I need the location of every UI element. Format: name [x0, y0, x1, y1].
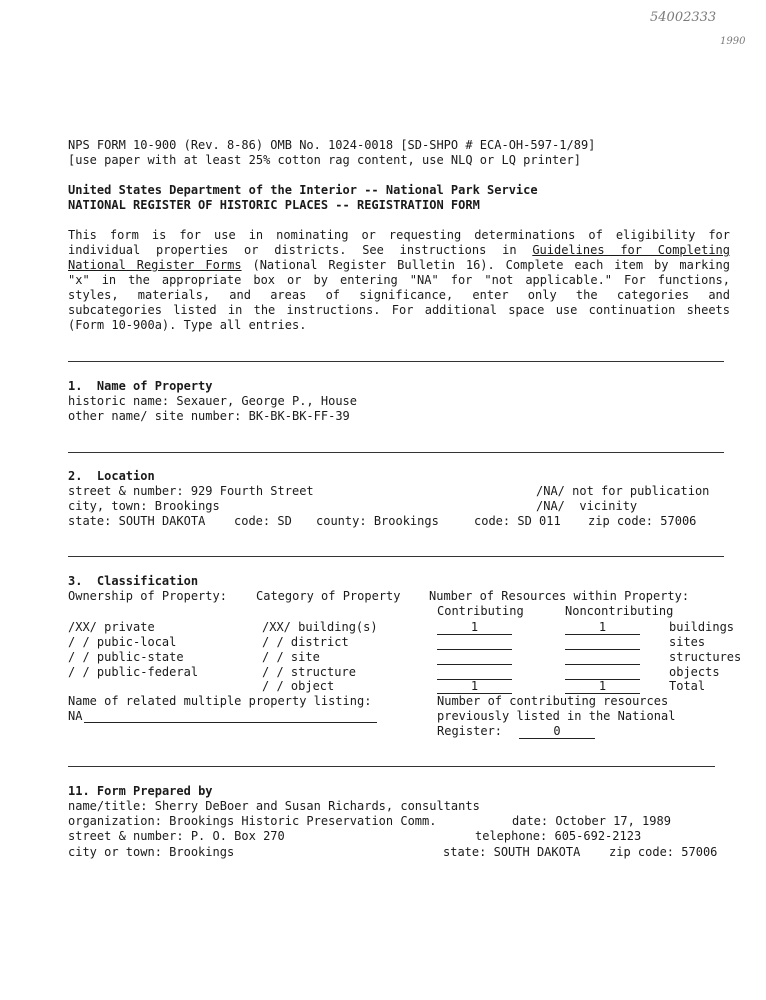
section-3-heading: 3. Classification [68, 574, 199, 588]
multiple-property-value: NA [68, 709, 83, 723]
blank-line [84, 722, 377, 723]
state-code-field: code: SD [234, 514, 292, 528]
historic-name-row [68, 394, 357, 408]
noncontributing-header: Noncontributing [565, 604, 674, 618]
category-title: Category of Property [256, 589, 401, 603]
organization-row [68, 814, 436, 828]
category-building: /XX/ building(s) [262, 620, 378, 634]
ownership-public-state: / / public-state [68, 650, 184, 664]
blank-line [565, 664, 640, 665]
blank-line [437, 649, 512, 650]
divider [68, 556, 724, 557]
divider [68, 766, 715, 767]
intro-line6: subcategories listed in the instructions. For additional space use continuation sheets [68, 303, 730, 317]
section-2-heading: 2. Location [68, 469, 155, 483]
vicinity: /NA/ vicinity [536, 499, 638, 513]
form-header-line2: [use paper with at least 25% cotton rag content, use NLQ or LQ printer] [68, 153, 581, 167]
multiple-property-label: Name of related multiple property listing: [68, 694, 372, 708]
date-stamp: 1990 [720, 36, 746, 47]
blank-line [565, 634, 640, 635]
prep-city-label: city or town: [68, 845, 162, 859]
state-field: state: SOUTH DAKOTA [68, 514, 206, 528]
noncontributing-value: 1 [598, 679, 607, 693]
organization-label: organization: [68, 814, 162, 828]
name-title-label: name/title: [68, 799, 148, 813]
telephone-field: telephone: 605-692-2123 [475, 829, 642, 843]
category-site: / / site [262, 650, 320, 664]
county-code-field: code: SD 011 [474, 514, 561, 528]
contributing-value: 1 [470, 620, 479, 634]
blank-line [565, 649, 640, 650]
resource-label: structures [669, 650, 742, 664]
agency-line1: United States Department of the Interior -- National Park Service [68, 183, 538, 197]
resource-label: sites [669, 635, 706, 649]
previously-listed-value: 0 [553, 724, 561, 738]
blank-line [437, 664, 512, 665]
blank-line [437, 634, 512, 635]
other-name-row [68, 409, 350, 423]
organization-value: Brookings Historic Preservation Comm. [169, 814, 437, 828]
not-for-publication: /NA/ not for publication [536, 484, 710, 498]
resource-label: objects [669, 665, 720, 679]
historic-name-label: historic name: [68, 394, 170, 408]
previously-listed-line1: Number of contributing resources [437, 694, 669, 708]
ownership-private: /XX/ private [68, 620, 155, 634]
zip-field: zip code: 57006 [588, 514, 697, 528]
ownership-public-federal: / / public-federal [68, 665, 199, 679]
other-name-label: other name/ site number: [68, 409, 242, 423]
city-value: Brookings [154, 499, 220, 513]
street-label: street & number: [68, 484, 184, 498]
prep-city-value: Brookings [169, 845, 235, 859]
street-row [68, 484, 314, 498]
divider [68, 361, 724, 362]
city-label: city, town: [68, 499, 148, 513]
section-1-heading: 1. Name of Property [68, 379, 213, 393]
intro-line2-text: individual properties or districts. See instructions in [68, 243, 517, 257]
contributing-header: Contributing [437, 604, 524, 618]
intro-line4: "x" in the appropriate box or by entering "NA" for "not applicable." For functions, [68, 273, 730, 287]
intro-line1: This form is for use in nominating or requesting determinations of eligibility for [68, 228, 730, 242]
blank-line [519, 738, 595, 739]
date-field: date: October 17, 1989 [512, 814, 671, 828]
ownership-title: Ownership of Property: [68, 589, 227, 603]
name-title-row [68, 799, 480, 813]
form-title: NATIONAL REGISTER OF HISTORIC PLACES -- REGISTRATION FORM [68, 198, 480, 212]
form-header-line1: NPS FORM 10-900 (Rev. 8-86) OMB No. 1024-0018 [SD-SHPO # ECA-OH-597-1/89] [68, 138, 596, 152]
previously-listed-line2: previously listed in the National [437, 709, 676, 723]
previously-listed-line3: Register: [437, 724, 503, 738]
divider [68, 452, 724, 453]
category-object: / / object [262, 679, 335, 693]
register-forms-link: National Register Forms [68, 258, 242, 272]
name-title-value: Sherry DeBoer and Susan Richards, consultants [154, 799, 480, 813]
site-number-value: BK-BK-BK-FF-39 [248, 409, 350, 423]
section-11-heading: 11. Form Prepared by [68, 784, 213, 798]
intro-line3-text: (National Register Bulletin 16). Complete each item by marking [252, 258, 730, 272]
contributing-value: 1 [470, 679, 479, 693]
prep-city-row [68, 845, 234, 859]
guidelines-link: Guidelines for Completing [532, 243, 730, 257]
county-field: county: Brookings [316, 514, 439, 528]
intro-line2 [68, 243, 730, 258]
category-district: / / district [262, 635, 349, 649]
resource-label: Total [669, 679, 706, 693]
prep-street-value: P. O. Box 270 [190, 829, 285, 843]
prep-street-label: street & number: [68, 829, 184, 843]
noncontributing-value: 1 [598, 620, 607, 634]
category-structure: / / structure [262, 665, 356, 679]
prep-zip-field: zip code: 57006 [609, 845, 718, 859]
intro-line7: (Form 10-900a). Type all entries. [68, 318, 307, 332]
resources-title: Number of Resources within Property: [429, 589, 690, 603]
resource-label: buildings [669, 620, 735, 634]
intro-line3 [68, 258, 730, 273]
ownership-public-local: / / pubic-local [68, 635, 177, 649]
prep-street-row [68, 829, 285, 843]
reference-stamp: 54002333 [650, 10, 717, 25]
intro-line5: styles, materials, and areas of significance, enter only the categories and [68, 288, 730, 302]
historic-name-value: Sexauer, George P., House [176, 394, 358, 408]
city-row [68, 499, 220, 513]
prep-state-field: state: SOUTH DAKOTA [443, 845, 581, 859]
street-value: 929 Fourth Street [190, 484, 314, 498]
